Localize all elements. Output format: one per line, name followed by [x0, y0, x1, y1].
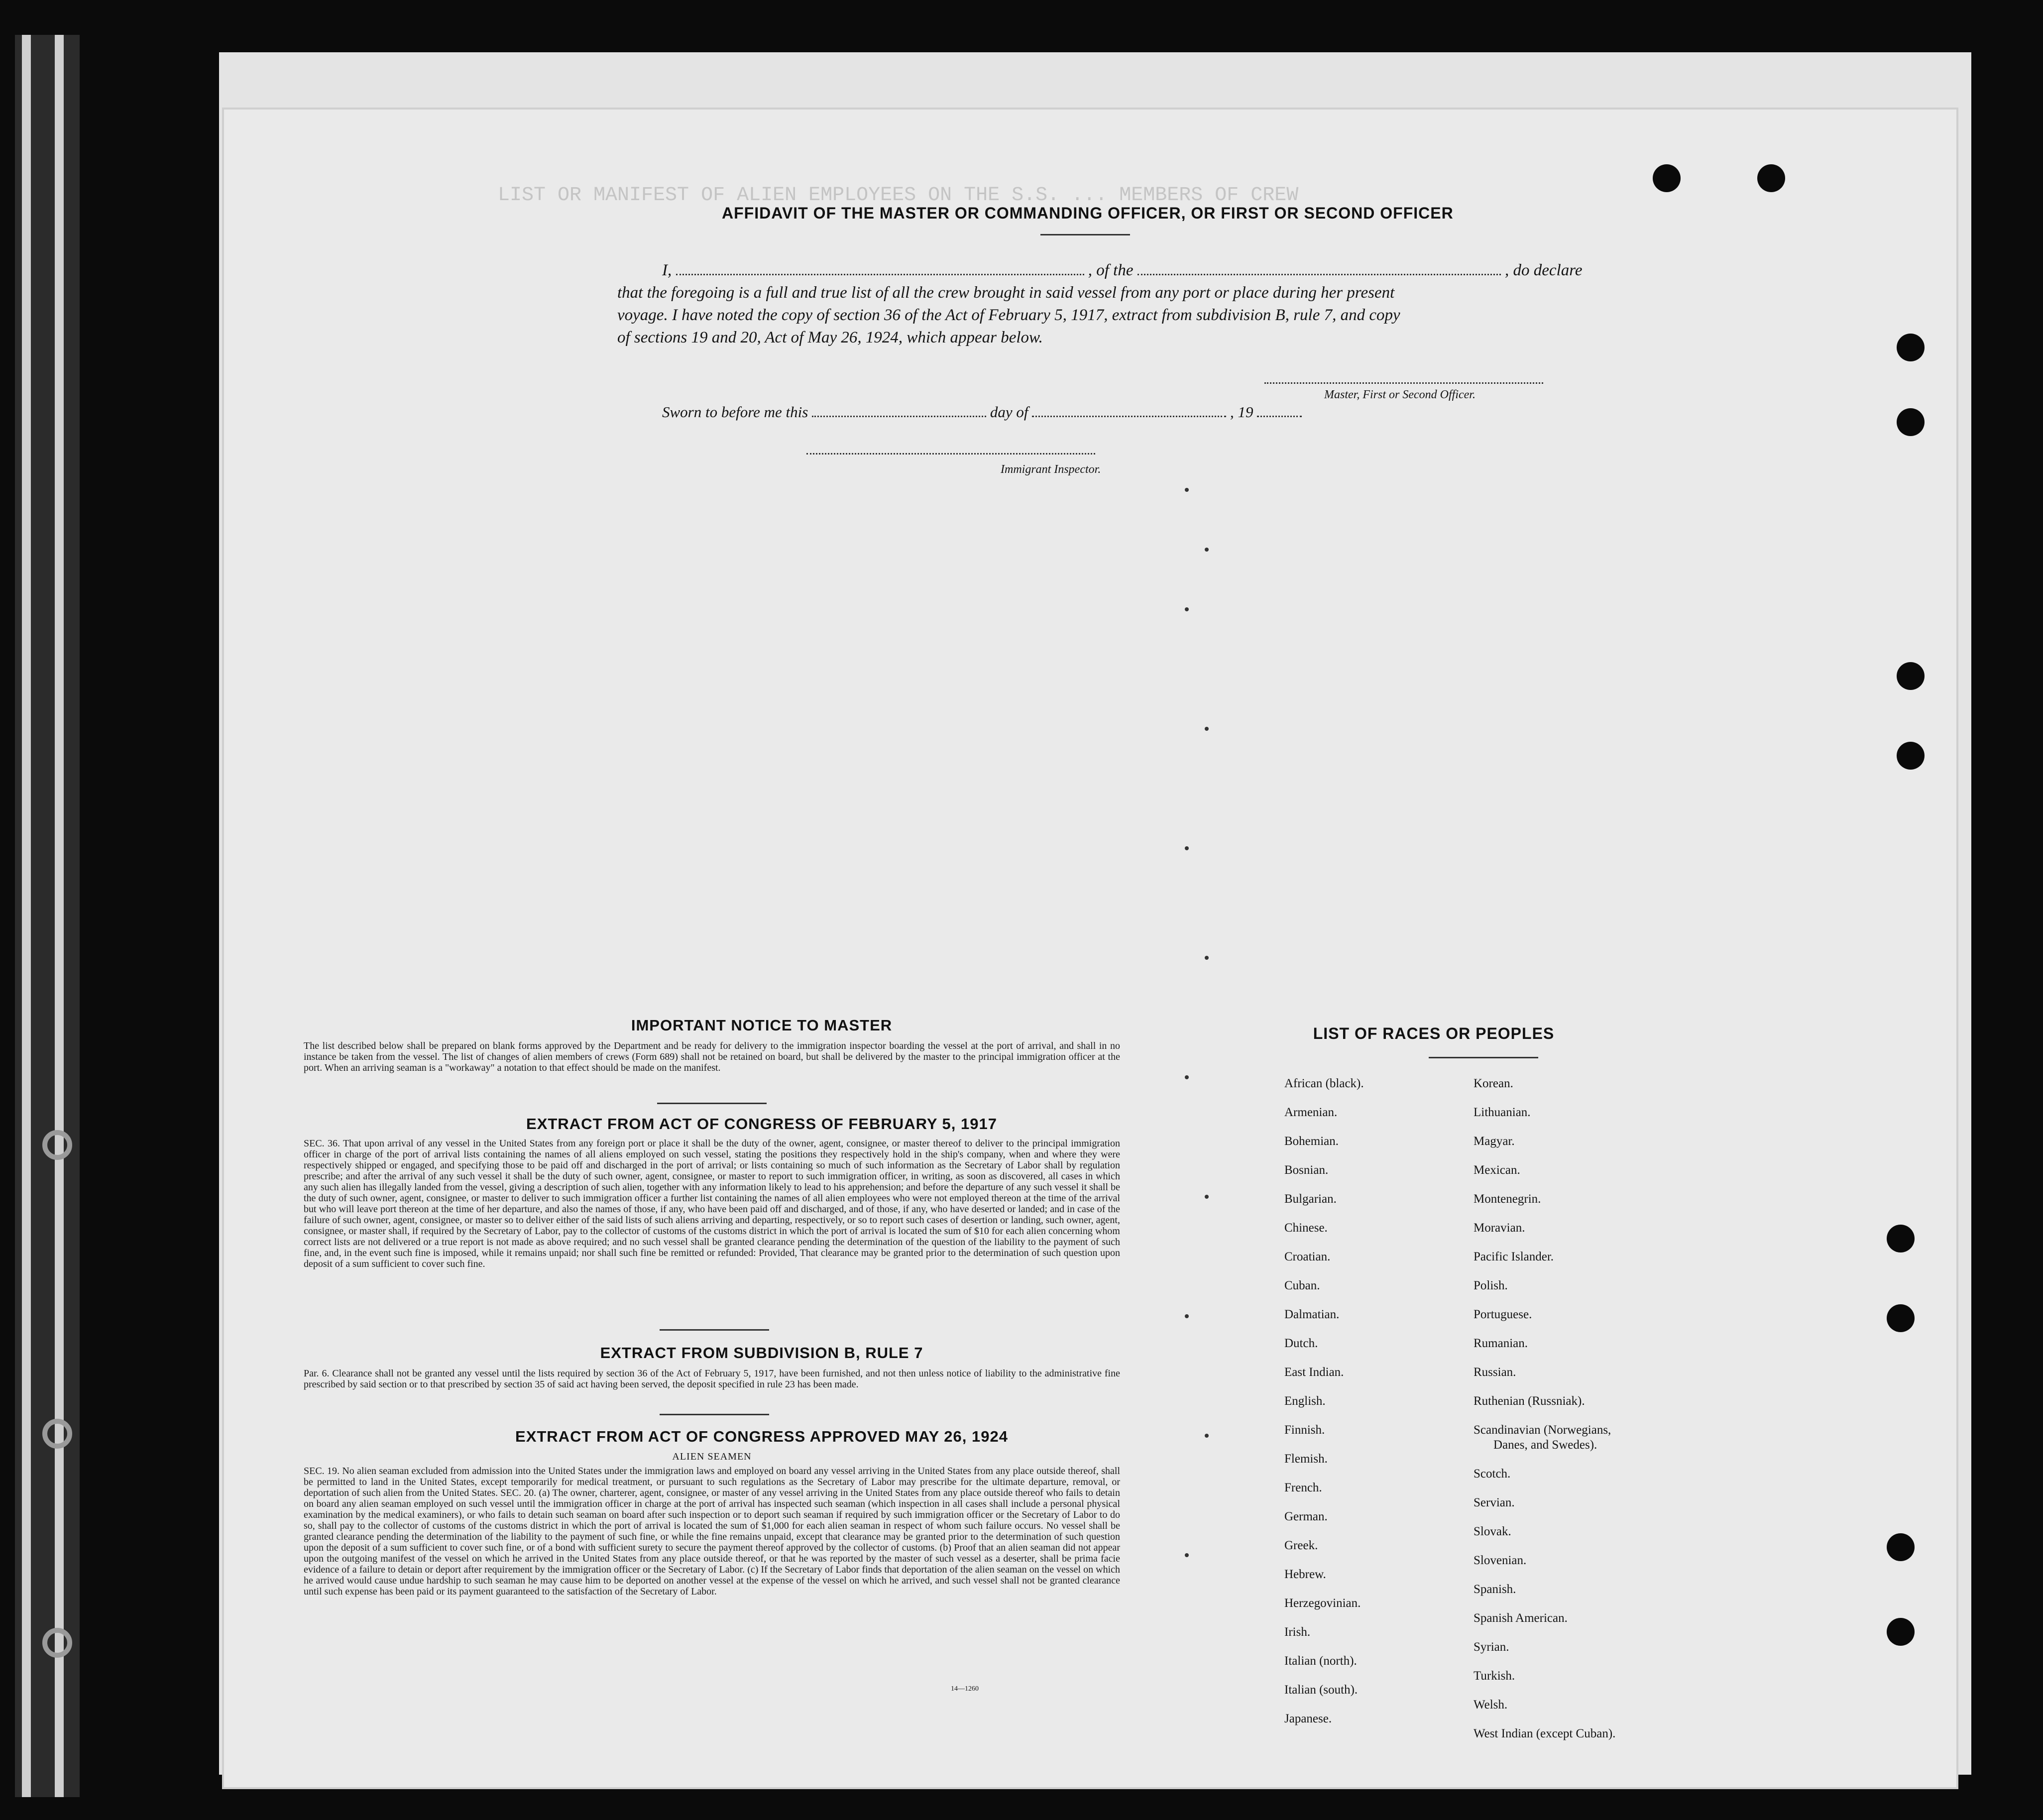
race-item: Scotch.	[1474, 1467, 1511, 1480]
races-left-column	[1284, 1069, 1493, 1733]
race-item: Japanese.	[1284, 1712, 1332, 1725]
faint-mark	[1205, 1195, 1209, 1199]
affidavit-i: I,	[662, 261, 672, 279]
binder-ring	[42, 1130, 72, 1160]
document-page	[224, 110, 1956, 1787]
race-item: Welsh.	[1474, 1698, 1508, 1711]
race-item: English.	[1284, 1394, 1326, 1408]
race-item: Bohemian.	[1284, 1135, 1339, 1148]
punch-hole	[1897, 408, 1925, 436]
act-1924-title: EXTRACT FROM ACT OF CONGRESS APPROVED MAY 26, 1924	[515, 1428, 1008, 1445]
race-item: Korean.	[1474, 1077, 1513, 1090]
binder-ring	[42, 1419, 72, 1449]
race-item: Bosnian.	[1284, 1163, 1329, 1177]
faint-mark	[1185, 607, 1189, 611]
race-item: Dutch.	[1284, 1337, 1318, 1350]
race-item: Spanish American.	[1474, 1611, 1568, 1625]
day-of-text: day of	[990, 403, 1028, 421]
faint-mark	[1185, 1553, 1189, 1557]
race-item: Spanish.	[1474, 1583, 1516, 1596]
races-right-column	[1474, 1069, 1732, 1748]
race-item: Rumanian.	[1474, 1337, 1528, 1350]
faint-mark	[1205, 1434, 1209, 1438]
binder-edge	[15, 35, 80, 1797]
binder-strip	[22, 35, 31, 1797]
race-item: Dalmatian.	[1284, 1308, 1340, 1321]
race-item: East Indian.	[1284, 1365, 1344, 1379]
divider	[1429, 1057, 1538, 1058]
divider	[657, 1103, 767, 1104]
year-blank	[1257, 404, 1302, 417]
race-item: Syrian.	[1474, 1640, 1509, 1654]
month-blank	[1032, 404, 1226, 417]
faint-mark	[1205, 548, 1209, 552]
inspector-label: Immigrant Inspector.	[1001, 463, 1101, 476]
faint-mark	[1185, 488, 1189, 492]
notice-body: The list described below shall be prepared on blank forms approved by the Department and be ready for delivery to the immigration inspector boarding the vessel at the port of arrival, and shall in no instance be taken from the vessel. The list of changes of alien members of crews (Form 689) shall not be retained on board, but shall be delivered by the master to the principal immigration officer at the port. When an arriving seaman is a "workaway" a notation to that effect should be made on the manifest.	[304, 1040, 1120, 1073]
race-item: Flemish.	[1284, 1452, 1328, 1466]
signature-label: Master, First or Second Officer.	[1324, 388, 1476, 401]
race-item: Montenegrin.	[1474, 1192, 1541, 1206]
punch-hole	[1887, 1304, 1915, 1332]
race-item: Armenian.	[1284, 1106, 1338, 1119]
race-item: Bulgarian.	[1284, 1192, 1337, 1206]
inspector-signature-line	[806, 453, 1095, 455]
race-item: Finnish.	[1284, 1423, 1325, 1437]
race-item: Danes, and Swedes).	[1493, 1438, 1597, 1452]
divider	[660, 1414, 769, 1415]
races-title: LIST OF RACES OR PEOPLES	[1313, 1024, 1555, 1042]
act-1924-body: SEC. 19. No alien seaman excluded from admission into the United States under the immigration laws and employed on board any vessel arriving in the United States from any place outside thereof, shall be permitted to land in the United States, except temporarily for medical treatment, or pursuant to such regulations as the Secretary of Labor may prescribe for the ultimate departure, removal, or deportation of such alien from the United States. SEC. 20. (a) The owner, charterer, agent, consignee, or master of any vessel arriving in the United States from any place outside thereof who fails to detain on board any alien seaman employed on such vessel until the immigration officer in charge at the port of arrival has inspected such seaman (which inspection in all cases shall include a personal physical examination by the medical examiners), or who fails to detain such seaman on board after such inspection or to deport such seaman if required by such immigration officer or the Secretary of Labor to do so, shall pay to the collector of customs of the customs district in which the port of arrival is located the sum of $1,000 for each alien seaman in respect of whom such failure occurs. No vessel shall be granted clearance pending the determination of the liability to the payment of such fine, or while the fine remains unpaid, except that clearance may be granted prior to the determination of such question upon the deposit of a sum sufficient to cover such fine, or of a bond with sufficient surety to secure the payment thereof approved by the collector of customs. (b) Proof that an alien seaman did not appear upon the outgoing manifest of the vessel on which he arrived in the United States from any place outside thereof, or that he was reported by the master of such vessel as a deserter, shall be prima facie evidence of a failure to detain or deport after requirement by the immigration officer or the Secretary of Labor. (c) If the Secretary of Labor finds that deportation of the alien seaman on the vessel on which he arrived would cause undue hardship to such seaman he may cause him to be deported on another vessel at the expense of the vessel on which he arrived, and such vessel shall not be granted clearance until such expense has been paid or its payment guaranteed to the satisfaction of the Secretary of Labor.	[304, 1466, 1120, 1597]
signature-line	[1264, 382, 1543, 384]
binder-strip	[55, 35, 64, 1797]
race-item: West Indian (except Cuban).	[1474, 1727, 1616, 1740]
race-item: Pacific Islander.	[1474, 1250, 1554, 1263]
punch-hole	[1897, 742, 1925, 770]
race-item: Servian.	[1474, 1496, 1515, 1509]
rule-7-title: EXTRACT FROM SUBDIVISION B, RULE 7	[600, 1344, 923, 1362]
notice-title: IMPORTANT NOTICE TO MASTER	[631, 1017, 893, 1034]
race-item: French.	[1284, 1481, 1322, 1494]
race-item: Italian (north).	[1284, 1654, 1357, 1668]
form-number: 14—1260	[951, 1685, 979, 1693]
race-item: Italian (south).	[1284, 1683, 1358, 1697]
punch-hole	[1757, 164, 1785, 192]
faint-mark	[1205, 956, 1209, 960]
affidavit-do-declare: , do declare	[1504, 261, 1583, 279]
race-item: Moravian.	[1474, 1221, 1525, 1235]
race-item: African (black).	[1284, 1077, 1364, 1090]
race-item: Hebrew.	[1284, 1568, 1326, 1581]
sworn-text: Sworn to before me this	[662, 403, 808, 421]
race-item: Magyar.	[1474, 1135, 1515, 1148]
race-item: Greek.	[1284, 1539, 1318, 1552]
affidavit-of-the: , of the	[1088, 261, 1134, 279]
affidavit-line-1	[662, 261, 1787, 280]
binder-ring	[42, 1628, 72, 1658]
faint-mark	[1185, 846, 1189, 850]
race-item: Mexican.	[1474, 1163, 1520, 1177]
race-item: German.	[1284, 1510, 1328, 1523]
race-item: Scandinavian (Norwegians,	[1474, 1423, 1611, 1437]
punch-hole	[1897, 662, 1925, 690]
bleed-through-text: LIST OR MANIFEST OF ALIEN EMPLOYEES ON THE S.S. ... MEMBERS OF CREW	[498, 184, 1299, 207]
race-item: Portuguese.	[1474, 1308, 1532, 1321]
act-1917-title: EXTRACT FROM ACT OF CONGRESS OF FEBRUARY 5, 1917	[526, 1115, 997, 1133]
punch-hole	[1887, 1225, 1915, 1252]
affidavit-line-2: that the foregoing is a full and true list of all the crew brought in said vessel from any port or place during her present	[617, 284, 1395, 302]
affidavit-line-3: voyage. I have noted the copy of section 36 of the Act of February 5, 1917, extract from subdivision B, rule 7, and copy	[617, 306, 1400, 324]
year-text: , 19	[1230, 403, 1253, 421]
affidavit-line-4: of sections 19 and 20, Act of May 26, 1924, which appear below.	[617, 329, 1043, 346]
race-item: Chinese.	[1284, 1221, 1328, 1235]
race-item: Turkish.	[1474, 1669, 1515, 1683]
act-1917-body: SEC. 36. That upon arrival of any vessel in the United States from any foreign port or place it shall be the duty of the owner, agent, consignee, or master thereof to deliver to the principal immigration officer in charge of the port of arrival lists containing the names of all aliens employed on such vessel, stating the positions they respectively hold in the ship's company, when and where they were respectively shipped or engaged, and specifying those to be paid off and discharged in the port of arrival; or lists containing so much of such information as the Secretary of Labor shall by regulation prescribe; and after the arrival of any such vessel it shall be the duty of such owner, agent, consignee, or master to report to such immigration officer, in writing, as soon as discovered, all cases in which any such alien has illegally landed from the vessel, giving a description of such alien, together with any information likely to lead to his apprehension; and before the departure of any such vessel it shall be the duty of such owner, agent, consignee, or master to deliver to such immigration officer a further list containing the names of all alien employees who were not employed thereon at the time of the arrival but who will leave port thereon at the time of her departure, and also the names of those, if any, who have been paid off and discharged, and of those, if any, who have deserted or landed; and in case of the failure of such owner, agent, consignee, or master so to deliver either of the said lists of such aliens arriving and departing, respectively, or so to report such cases of desertion or landing, such owner, agent, consignee, or master shall, if required by the Secretary of Labor, pay to the collector of customs of the customs district in which the port of arrival is located the sum of $10 for each alien concerning whom correct lists are not delivered or a true report is not made as above required; and no such vessel shall be granted clearance pending the determination of the question of the liability to the payment of such fine, and, in the event such fine is imposed, while it remains unpaid; nor shall such fine be remitted or refunded: Provided, That clearance may be granted prior to the determination of such question upon deposit of a sum sufficient to cover such fine.	[304, 1138, 1120, 1269]
race-item: Russian.	[1474, 1365, 1516, 1379]
race-item: Ruthenian (Russniak).	[1474, 1394, 1585, 1408]
day-blank	[812, 404, 986, 417]
act-1924-subtitle: ALIEN SEAMEN	[672, 1451, 752, 1462]
race-item: Polish.	[1474, 1279, 1508, 1292]
race-item: Slovenian.	[1474, 1554, 1527, 1567]
race-item: Irish.	[1284, 1625, 1311, 1639]
race-item: Herzegovinian.	[1284, 1596, 1361, 1610]
race-item: Slovak.	[1474, 1525, 1511, 1538]
punch-hole	[1887, 1618, 1915, 1646]
faint-mark	[1185, 1314, 1189, 1318]
name-blank	[676, 262, 1084, 275]
faint-mark	[1185, 1075, 1189, 1079]
punch-hole	[1897, 334, 1925, 361]
affidavit-title: AFFIDAVIT OF THE MASTER OR COMMANDING OFFICER, OR FIRST OR SECOND OFFICER	[722, 204, 1454, 222]
punch-hole	[1653, 164, 1681, 192]
punch-hole	[1887, 1533, 1915, 1561]
vessel-blank	[1137, 262, 1501, 275]
sworn-line	[662, 403, 1302, 421]
rule-7-body: Par. 6. Clearance shall not be granted any vessel until the lists required by section 36 of the Act of February 5, 1917, have been furnished, and not then unless notice of liability to the administrative fine prescribed by said section or to that prescribed by section 35 of said act having been served, the deposit specified in rule 23 has been made.	[304, 1368, 1120, 1390]
race-item: Cuban.	[1284, 1279, 1320, 1292]
divider	[1040, 234, 1130, 235]
race-item: Lithuanian.	[1474, 1106, 1531, 1119]
divider	[660, 1329, 769, 1331]
race-item: Croatian.	[1284, 1250, 1331, 1263]
faint-mark	[1205, 727, 1209, 731]
